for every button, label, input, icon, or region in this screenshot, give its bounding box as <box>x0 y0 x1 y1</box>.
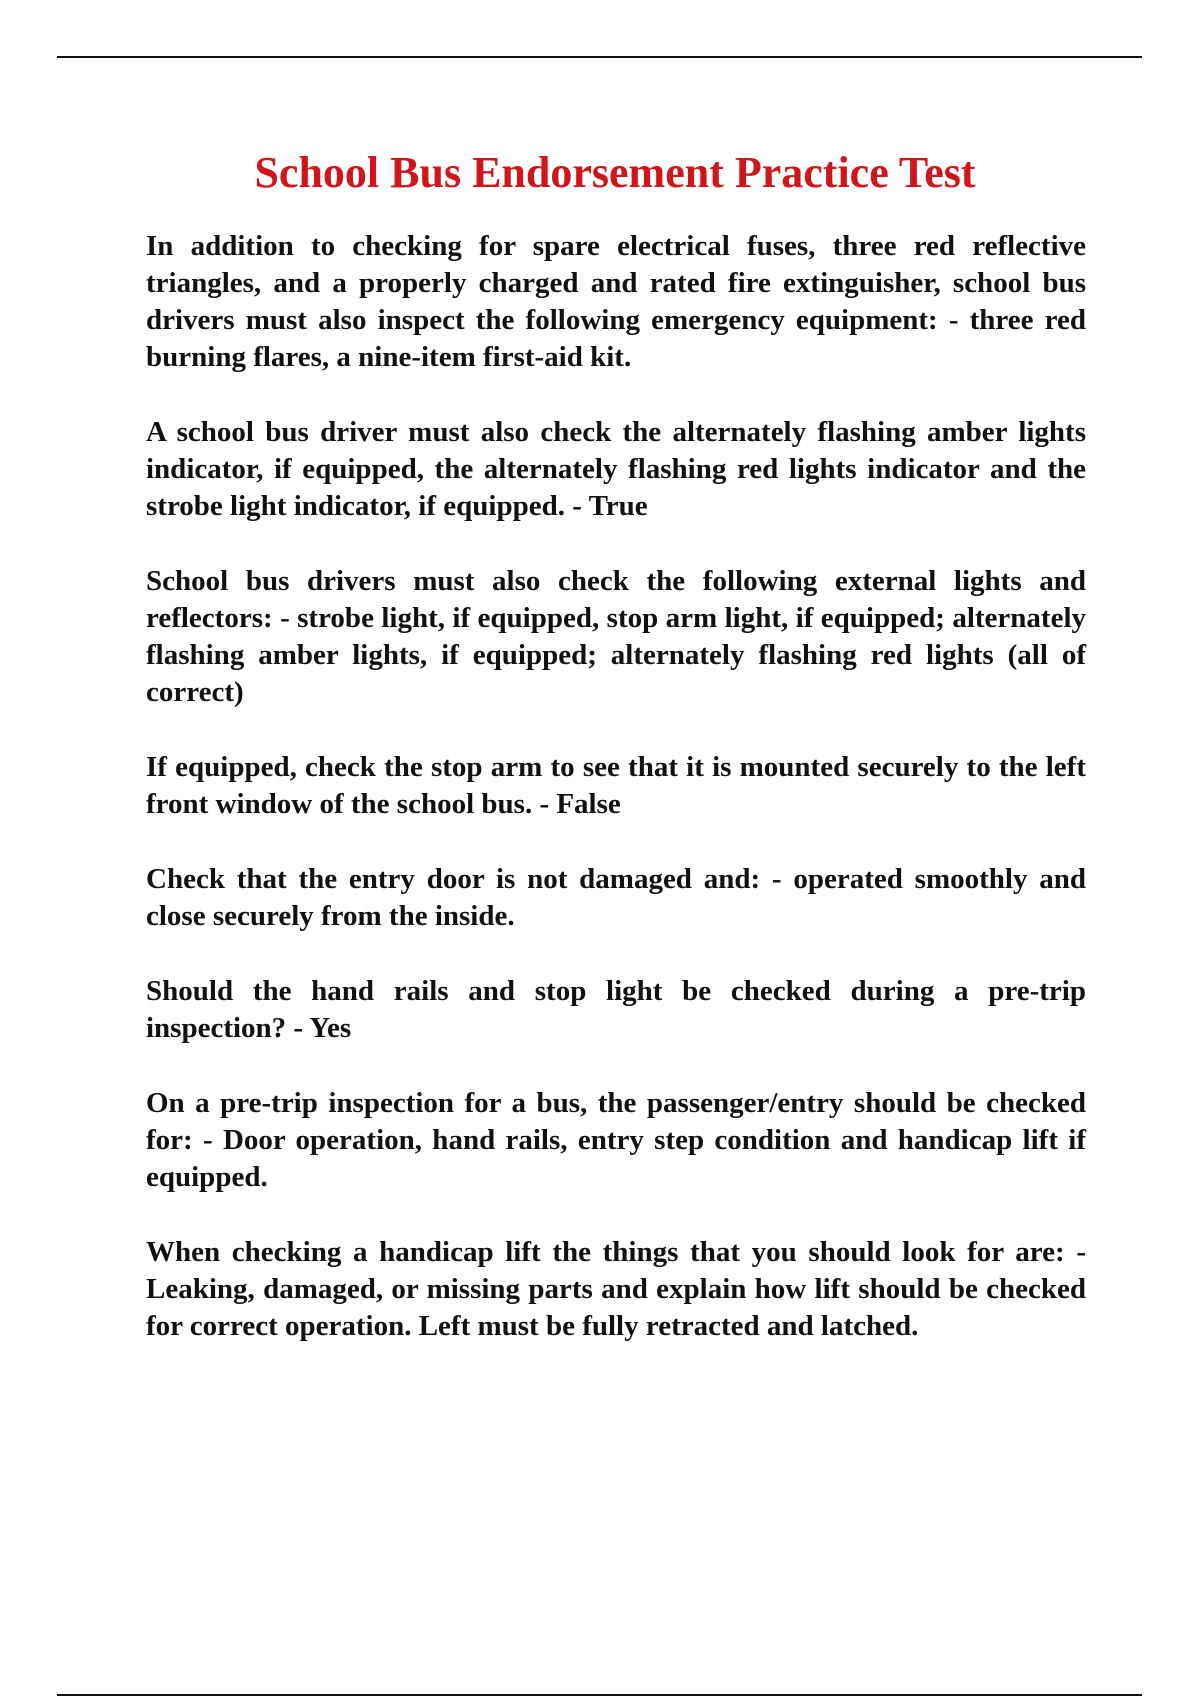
question-paragraph-4: If equipped, check the stop arm to see that it is mounted securely to the left front window of the school bus. - False <box>146 751 1086 820</box>
question-paragraph-8: When checking a handicap lift the things that you should look for are: - Leaking, damaged, or missing parts and explain how lift should be checked for correct operation. Left must be fully retracted and latched. <box>146 1236 1086 1342</box>
question-paragraph-7: On a pre-trip inspection for a bus, the passenger/entry should be checked for: - Door operation, hand rails, entry step condition and handicap lift if equipped. <box>146 1087 1086 1193</box>
bottom-rule <box>57 1694 1142 1696</box>
question-paragraph-2: A school bus driver must also check the alternately flashing amber lights indicator, if equipped, the alternately flashing red lights indicator and the strobe light indicator, if equipped. - True <box>146 416 1086 522</box>
top-rule <box>57 56 1142 58</box>
question-paragraph-3: School bus drivers must also check the following external lights and reflectors: - strobe light, if equipped, stop arm light, if equipped; alternately flashing amber lights, if equipped; alternately flashing red lights (all of correct) <box>146 565 1086 708</box>
document-body <box>146 228 1086 1383</box>
page-title: School Bus Endorsement Practice Test <box>254 148 976 197</box>
question-paragraph-1: In addition to checking for spare electrical fuses, three red reflective triangles, and a properly charged and rated fire extinguisher, school bus drivers must also inspect the following emergency equipment: - three red burning flares, a nine-item first-aid kit. <box>146 230 1086 373</box>
question-paragraph-6: Should the hand rails and stop light be checked during a pre-trip inspection? - Yes <box>146 975 1086 1044</box>
question-paragraph-5: Check that the entry door is not damaged and: - operated smoothly and close securely from the inside. <box>146 863 1086 932</box>
